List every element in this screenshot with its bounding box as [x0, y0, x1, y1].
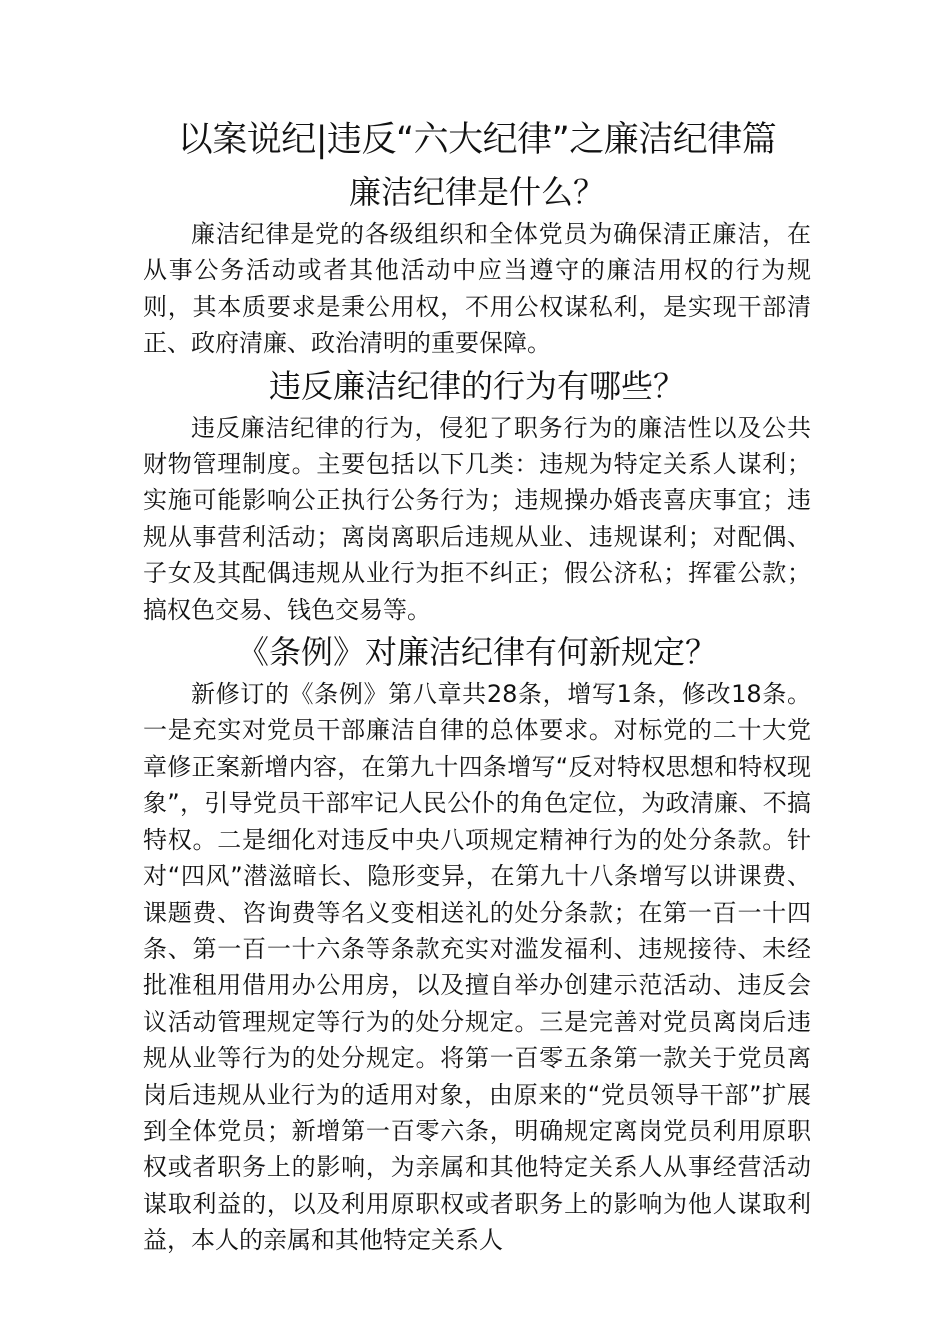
- document-title: 以案说纪|违反“六大纪律”之廉洁纪律篇: [177, 120, 777, 160]
- section-body-violations: 违反廉洁纪律的行为，侵犯了职务行为的廉洁性以及公共财物管理制度。主要包括以下几类：违规为特定关系人谋利；实施可能影响公正执行公务行为；违规操办婚丧喜庆事宜；违规从事营利活动；离岗离职后违规从业、违规谋利；对配偶、子女及其配偶违规从业行为拒不纠正；假公济私；挥霍公款；搞权色交易、钱色交易等。: [143, 413, 811, 624]
- section-heading-violations: 违反廉洁纪律的行为有哪些？: [268, 366, 685, 405]
- section-body-definition: 廉洁纪律是党的各级组织和全体党员为确保清正廉洁，在从事公务活动或者其他活动中应当遵守的廉洁用权的行为规则，其本质要求是秉公用权，不用公权谋私利，是实现干部清正、政府清廉、政治清明的重要保障。: [143, 220, 811, 358]
- document-page: [143, 112, 811, 1259]
- section-heading-definition: 廉洁纪律是什么？: [348, 173, 605, 211]
- section-body-new-rules: 新修订的《条例》第八章共28条，增写1条，修改18条。一是充实对党员干部廉洁自律的总体要求。对标党的二十大党章修正案新增内容，在第九十四条增写“反对特权思想和特权现象”，引导党员干部牢记人民公仆的角色定位，为政清廉、不搞特权。二是细化对违反中央八项规定精神行为的处分条款。针对“四风”潜滋暗长、隐形变异，在第九十八条增写以讲课费、课题费、咨询费等名义变相送礼的处分条款；在第一百一十四条、第一百一十六条等条款充实对滥发福利、违规接待、未经批准租用借用办公用房，以及擅自举办创建示范活动、违反会议活动管理规定等行为的处分规定。三是完善对党员离岗后违规从业等行为的处分规定。将第一百零五条第一款关于党员离岗后违规从业行为的适用对象，由原来的“党员领导干部”扩展到全体党员；新增第一百零六条，明确规定离岗党员利用原职权或者职务上的影响，为亲属和其他特定关系人从事经营活动谋取利益的，以及利用原职权或者职务上的影响为他人谋取利益，本人的亲属和其他特定关系人: [143, 680, 811, 1255]
- section-heading-new-rules: 《条例》对廉洁纪律有何新规定？: [236, 633, 717, 672]
